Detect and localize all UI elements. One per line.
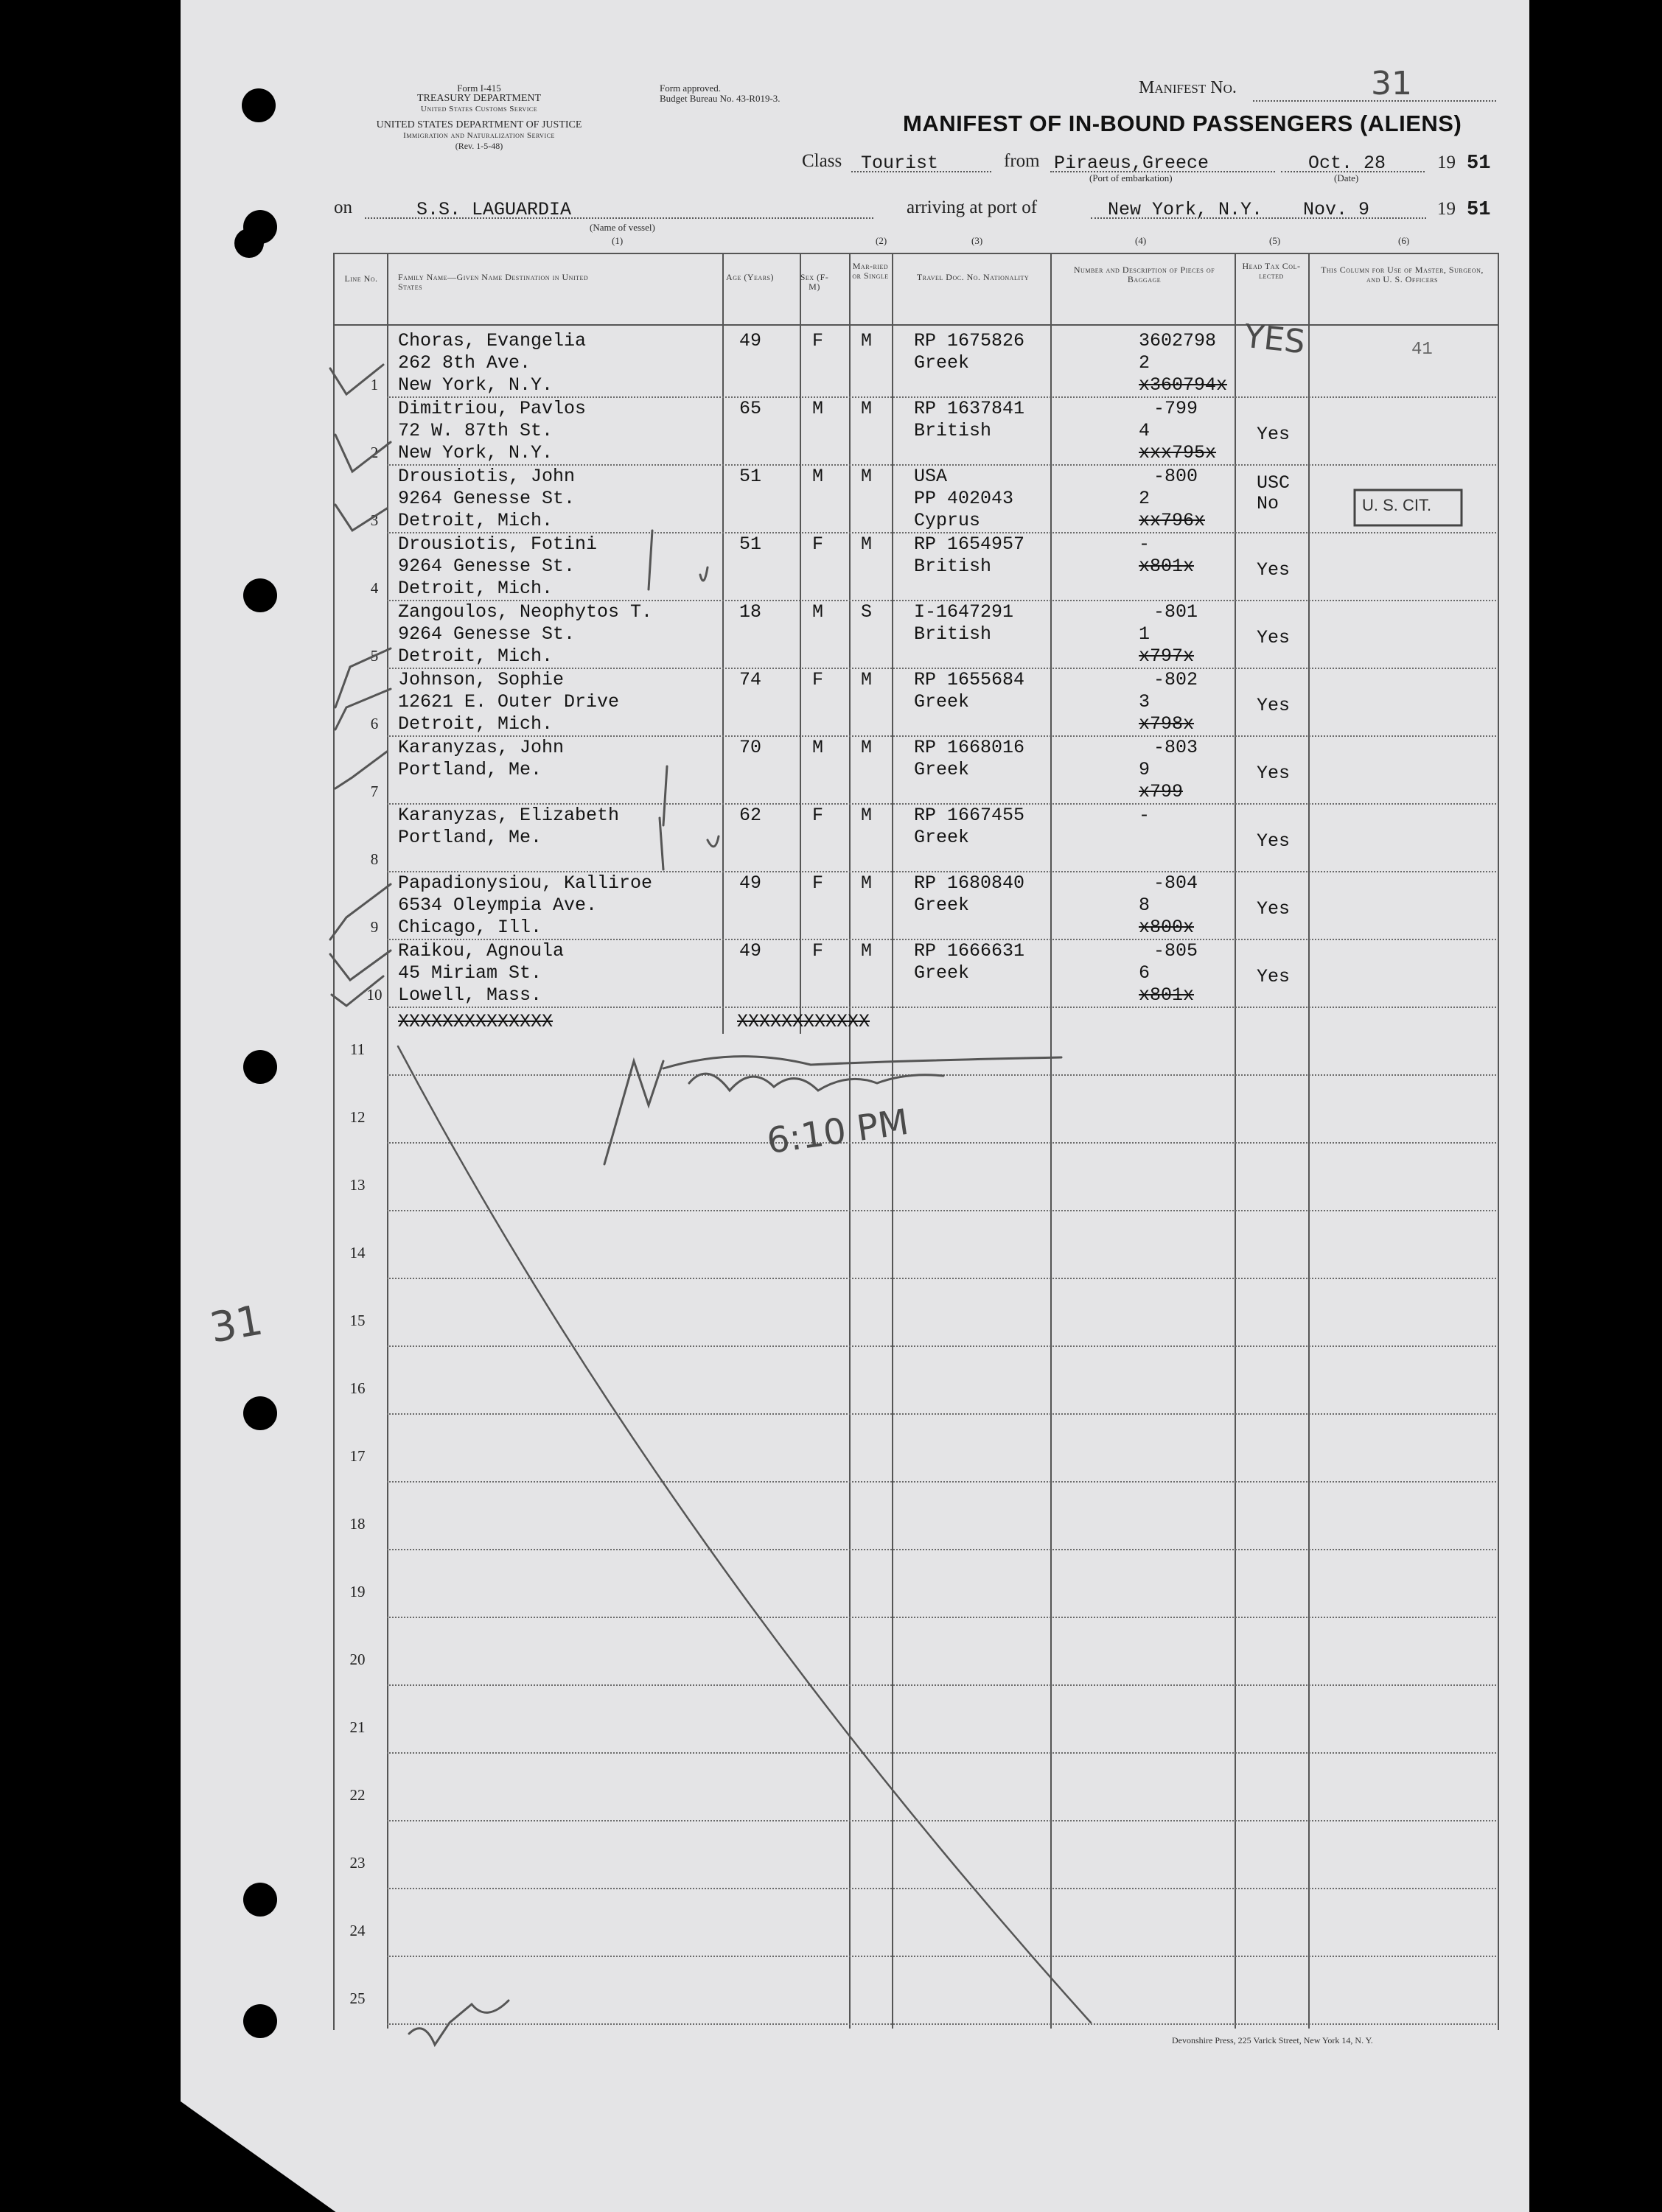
line-number: 10: [366, 986, 383, 1004]
line-number: 16: [349, 1379, 366, 1397]
passenger-sex: M: [812, 398, 824, 419]
passenger-age: 51: [739, 466, 762, 487]
passenger-sex: M: [812, 466, 824, 487]
travel-doc-number: RP 1680840: [914, 872, 1025, 894]
nationality: Greek: [914, 827, 970, 848]
passenger-address: 45 Miriam St.: [398, 962, 542, 984]
passenger-name: Karanyzas, John: [398, 737, 565, 758]
line-number: 22: [349, 1786, 366, 1804]
baggage-struck-number: x801x: [1139, 556, 1195, 577]
head-tax-collected: Yes: [1257, 898, 1291, 920]
passenger-age: 49: [739, 330, 762, 351]
manifest-no-label: Manifest No.: [1139, 78, 1237, 97]
printer-credit: Devonshire Press, 225 Varick Street, New York 14, N. Y.: [1172, 2035, 1373, 2045]
baggage-entry: 2: [1139, 352, 1151, 374]
approved-text: Form approved.: [660, 83, 722, 94]
class-label: Class: [802, 151, 842, 171]
baggage-struck-number: x800x: [1139, 917, 1195, 938]
passenger-address: 9264 Genesse St.: [398, 556, 576, 577]
nationality: Greek: [914, 962, 970, 984]
passenger-address: Chicago, Ill.: [398, 917, 542, 938]
passenger-address: Detroit, Mich.: [398, 645, 554, 667]
budget-text: Budget Bureau No. 43-R019-3.: [660, 93, 781, 104]
travel-doc-number: RP 1655684: [914, 669, 1025, 690]
header-officers: This Column for Use of Master, Surgeon, and U. S. Officers: [1321, 265, 1484, 284]
passenger-name: Zangoulos, Neophytos T.: [398, 601, 653, 623]
passenger-sex: M: [812, 737, 824, 758]
baggage-entry: 4: [1139, 420, 1151, 441]
baggage-struck-number: x799: [1139, 781, 1184, 802]
line-number: 17: [349, 1447, 366, 1465]
header-name: Family Name—Given Name Destination in United States: [398, 272, 589, 292]
line-number: 20: [349, 1651, 366, 1668]
baggage-entry: -801: [1153, 601, 1198, 623]
line-number: 3: [370, 511, 379, 529]
signature-time: 6:10 PM: [764, 1101, 912, 1163]
col-num-5: (5): [1269, 235, 1281, 246]
col-num-1: (1): [612, 235, 624, 246]
passenger-address: 9264 Genesse St.: [398, 623, 576, 645]
justice-dept: UNITED STATES DEPARTMENT OF JUSTICE: [376, 119, 582, 130]
nationality: Greek: [914, 352, 970, 374]
year-2: 51: [1467, 199, 1491, 221]
passenger-sex: F: [812, 805, 824, 826]
passenger-address: New York, N.Y.: [398, 374, 554, 396]
year-1: 51: [1467, 153, 1491, 175]
baggage-struck-number: x798x: [1139, 713, 1195, 735]
travel-doc-number: RP 1637841: [914, 398, 1025, 419]
baggage-entry: -: [1139, 533, 1151, 555]
head-tax-collected: Yes: [1257, 966, 1291, 987]
col-num-3: (3): [971, 235, 983, 246]
struck-name: XXXXXXXXXXXXXX: [398, 1011, 554, 1032]
manifest-title: MANIFEST OF IN-BOUND PASSENGERS (ALIENS): [903, 111, 1462, 136]
baggage-entry: -804: [1153, 872, 1198, 894]
ins-service: Immigration and Naturalization Service: [403, 131, 555, 140]
passenger-sex: F: [812, 669, 824, 690]
head-tax-collected: Yes: [1257, 627, 1291, 648]
head-tax-collected: Yes: [1257, 559, 1291, 581]
baggage-entry: 2: [1139, 488, 1151, 509]
passenger-marital-status: M: [861, 872, 873, 894]
passenger-marital-status: M: [861, 330, 873, 351]
baggage-entry: 3: [1139, 691, 1151, 713]
line-number: 1: [370, 376, 379, 393]
line-number: 18: [349, 1515, 366, 1533]
passenger-name: Dimitriou, Pavlos: [398, 398, 587, 419]
line-number: 6: [370, 715, 379, 732]
travel-doc-number: RP 1675826: [914, 330, 1025, 351]
head-tax-collected: Yes: [1257, 695, 1291, 716]
struck-age: XXXXXXXXXXXX: [737, 1011, 870, 1032]
margin-number: 31: [206, 1296, 267, 1353]
baggage-struck-number: x801x: [1139, 984, 1195, 1006]
line-number: 5: [370, 647, 379, 665]
passenger-address: Lowell, Mass.: [398, 984, 542, 1006]
passenger-address: Portland, Me.: [398, 759, 542, 780]
passenger-name: Raikou, Agnoula: [398, 940, 565, 962]
travel-doc-number: I-1647291: [914, 601, 1014, 623]
passenger-marital-status: M: [861, 533, 873, 555]
travel-doc-number: RP 1667455: [914, 805, 1025, 826]
manifest-number: 31: [1371, 65, 1412, 102]
passenger-marital-status: M: [861, 466, 873, 487]
passenger-name: Drousiotis, John: [398, 466, 576, 487]
line-number: 25: [349, 1989, 366, 2007]
header-sex: Sex (F-M): [800, 272, 829, 292]
header-married: Mar-ried or Single: [852, 261, 889, 281]
customs-service: United States Customs Service: [420, 105, 538, 113]
baggage-struck-number: xx796x: [1139, 510, 1206, 531]
nationality: British: [914, 556, 992, 577]
head-tax-collected: Yes: [1257, 830, 1291, 852]
nationality: PP 402043: [914, 488, 1014, 509]
nationality: Greek: [914, 759, 970, 780]
passenger-marital-status: M: [861, 737, 873, 758]
line-number: 12: [349, 1108, 366, 1126]
baggage-entry: -805: [1153, 940, 1198, 962]
line-number: 11: [349, 1040, 366, 1058]
passenger-marital-status: M: [861, 940, 873, 962]
col-num-4: (4): [1135, 235, 1147, 246]
treasury-dept: TREASURY DEPARTMENT: [416, 93, 542, 104]
arrival-date: Nov. 9: [1303, 199, 1370, 220]
col-num-6: (6): [1398, 235, 1410, 246]
passenger-sex: M: [812, 601, 824, 623]
baggage-entry: 3602798: [1139, 330, 1217, 351]
passenger-marital-status: M: [861, 669, 873, 690]
line-number: 21: [349, 1718, 366, 1736]
year-prefix-1: 19: [1437, 153, 1456, 172]
passenger-address: 9264 Genesse St.: [398, 488, 576, 509]
vessel-caption: (Name of vessel): [590, 222, 655, 233]
travel-doc-number: RP 1654957: [914, 533, 1025, 555]
year-prefix-2: 19: [1437, 199, 1456, 219]
passenger-address: Detroit, Mich.: [398, 510, 554, 531]
line-number: 14: [349, 1244, 366, 1261]
header-head-tax: Head Tax Col-lected: [1242, 261, 1301, 281]
passenger-marital-status: S: [861, 601, 873, 623]
passenger-age: 18: [739, 601, 762, 623]
baggage-entry: 6: [1139, 962, 1151, 984]
line-number: 9: [370, 918, 379, 936]
header-travel-doc: Travel Doc. No. Nationality: [916, 272, 1030, 282]
baggage-entry: 9: [1139, 759, 1151, 780]
on-label: on: [334, 197, 352, 217]
passenger-address: 262 8th Ave.: [398, 352, 531, 374]
passenger-sex: F: [812, 330, 824, 351]
arrival-port: New York, N.Y.: [1108, 199, 1263, 220]
passenger-marital-status: M: [861, 805, 873, 826]
revision: (Rev. 1-5-48): [455, 141, 503, 151]
baggage-struck-number: x797x: [1139, 645, 1195, 667]
embark-date: Oct. 28: [1308, 153, 1386, 174]
arriving-label: arriving at port of: [907, 197, 1038, 217]
baggage-entry: -800: [1153, 466, 1198, 487]
head-tax-collected: Yes: [1257, 763, 1291, 784]
passenger-address: 12621 E. Outer Drive: [398, 691, 620, 713]
vessel-name: S.S. LAGUARDIA: [416, 199, 572, 220]
passenger-address: Portland, Me.: [398, 827, 542, 848]
baggage-entry: -803: [1153, 737, 1198, 758]
travel-doc-number: RP 1668016: [914, 737, 1025, 758]
line-number: 23: [349, 1854, 366, 1872]
diagonal-strike: [398, 1046, 1091, 2023]
passenger-sex: F: [812, 872, 824, 894]
header-age: Age (Years): [726, 272, 774, 282]
baggage-struck-number: xxx795x: [1139, 442, 1217, 463]
line-number: 19: [349, 1583, 366, 1600]
baggage-entry: -799: [1153, 398, 1198, 419]
embark-caption: (Port of embarkation): [1089, 172, 1173, 183]
passenger-name: Johnson, Sophie: [398, 669, 565, 690]
passenger-name: Papadionysiou, Kalliroe: [398, 872, 653, 894]
passenger-address: Detroit, Mich.: [398, 578, 554, 599]
passenger-age: 74: [739, 669, 762, 690]
head-tax-collected: Yes: [1257, 424, 1291, 445]
passenger-age: 51: [739, 533, 762, 555]
header-baggage: Number and Description of Pieces of Baggage: [1073, 265, 1215, 284]
embark-port: Piraeus,Greece: [1054, 153, 1209, 174]
travel-doc-number: USA: [914, 466, 948, 487]
passenger-age: 62: [739, 805, 762, 826]
line-number: 8: [370, 850, 379, 868]
passenger-sex: F: [812, 533, 824, 555]
nationality: British: [914, 623, 992, 645]
passenger-age: 65: [739, 398, 762, 419]
passenger-address: 72 W. 87th St.: [398, 420, 554, 441]
us-cit-stamp-text: U. S. CIT.: [1362, 496, 1432, 514]
travel-doc-number: RP 1666631: [914, 940, 1025, 962]
header-line-no: Line No.: [344, 273, 378, 284]
line-number: 4: [370, 579, 379, 597]
line-number: 15: [349, 1312, 366, 1329]
baggage-struck-number: x360794x: [1139, 374, 1228, 396]
passenger-address: New York, N.Y.: [398, 442, 554, 463]
line-number: 2: [370, 444, 379, 461]
head-tax-collected: USC No: [1257, 472, 1291, 514]
officer-note: 41: [1411, 340, 1433, 360]
nationality: Greek: [914, 895, 970, 916]
passenger-name: Karanyzas, Elizabeth: [398, 805, 620, 826]
passenger-age: 70: [739, 737, 762, 758]
col-num-2: (2): [876, 235, 887, 246]
from-label: from: [1004, 151, 1040, 171]
nationality: Greek: [914, 691, 970, 713]
passenger-marital-status: M: [861, 398, 873, 419]
passenger-sex: F: [812, 940, 824, 962]
passenger-address: Detroit, Mich.: [398, 713, 554, 735]
date-caption: (Date): [1334, 172, 1359, 183]
baggage-entry: -802: [1153, 669, 1198, 690]
head-tax-collected: YES: [1242, 317, 1307, 362]
line-number: 7: [370, 783, 379, 800]
nationality: Cyprus: [914, 510, 981, 531]
passenger-age: 49: [739, 872, 762, 894]
passenger-name: Drousiotis, Fotini: [398, 533, 598, 555]
form-number: Form I-415: [457, 83, 501, 94]
line-number: 13: [349, 1176, 366, 1194]
baggage-entry: 1: [1139, 623, 1151, 645]
passenger-name: Choras, Evangelia: [398, 330, 587, 351]
baggage-entry: -: [1139, 805, 1151, 826]
passenger-age: 49: [739, 940, 762, 962]
baggage-entry: 8: [1139, 895, 1151, 916]
passenger-address: 6534 Oleympia Ave.: [398, 895, 598, 916]
class-value: Tourist: [861, 153, 939, 174]
line-number: 24: [349, 1922, 366, 1939]
nationality: British: [914, 420, 992, 441]
